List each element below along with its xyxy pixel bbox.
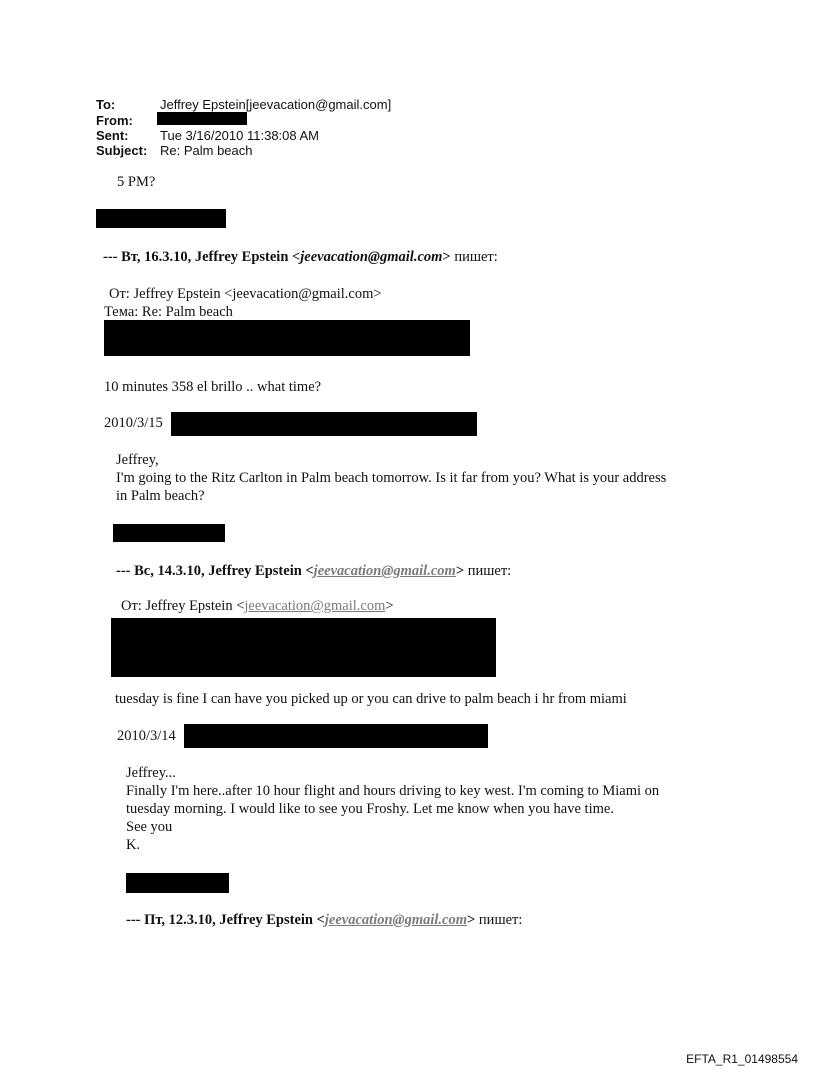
redaction-block-1 [104, 320, 470, 356]
from-line-1: От: Jeffrey Epstein <jeevacation@gmail.com> [109, 286, 382, 302]
date-2: 2010/3/14 [117, 728, 176, 744]
message-1: 10 minutes 358 el brillo .. what time? [104, 379, 322, 395]
quote-header-1-prefix: --- Вт, 16.3.10, Jeffrey Epstein [103, 249, 293, 265]
quote-header-1-email: jeevacation@gmail.com [300, 249, 443, 265]
quote-header-1-suffix: пишет: [450, 249, 498, 265]
quote-header-3-suffix: пишет: [475, 912, 523, 928]
redaction-signature-2 [113, 524, 225, 542]
quote-header-2-lt: < [305, 563, 314, 579]
document-id: EFTA_R1_01498554 [686, 1052, 798, 1066]
quote-header-3-lt: < [316, 912, 325, 928]
quote-header-2-suffix: пишет: [464, 563, 512, 579]
quote-header-2-email-link[interactable]: jeevacation@gmail.com [313, 563, 456, 579]
from-line-2-email-link[interactable]: jeevacation@gmail.com [244, 598, 386, 614]
to-value: Jeffrey Epstein[jeevacation@gmail.com] [160, 97, 392, 112]
from-line-2 [121, 598, 394, 615]
quote-header-3-gt: > [467, 912, 476, 928]
redaction-from [157, 112, 247, 125]
subject-line-1: Тема: Re: Palm beach [104, 304, 233, 320]
quote-header-3-email-link[interactable]: jeevacation@gmail.com [324, 912, 468, 928]
message-2-line-1: Jeffrey, [116, 452, 159, 468]
redaction-date-2 [184, 724, 488, 748]
sent-value: Tue 3/16/2010 11:38:08 AM [160, 128, 320, 143]
sent-label: Sent: [96, 128, 129, 143]
message-4-line-1: Jeffrey... [126, 765, 176, 781]
reply-text: 5 PM? [117, 174, 156, 190]
quote-header-1-gt: > [442, 249, 451, 265]
message-2-line-3: in Palm beach? [116, 488, 205, 504]
redaction-signature-1 [96, 209, 226, 228]
quote-header-3 [126, 912, 522, 929]
redaction-signature-3 [126, 873, 229, 893]
message-4-line-4: See you [126, 819, 173, 835]
quote-header-3-prefix: --- Пт, 12.3.10, Jeffrey Epstein [126, 912, 317, 928]
quote-header-1-lt: < [292, 249, 301, 265]
message-2-line-2: I'm going to the Ritz Carlton in Palm beach tomorrow. Is it far from you? What is your address [116, 470, 667, 486]
to-label: To: [96, 97, 116, 112]
from-label: From: [96, 113, 133, 128]
quote-header-1 [103, 249, 498, 266]
quote-header-2 [116, 563, 511, 580]
subject-label: Subject: [96, 143, 148, 158]
message-4-line-2: Finally I'm here..after 10 hour flight and hours driving to key west. I'm coming to Miami on [126, 783, 660, 799]
from-line-2-suffix: > [385, 598, 394, 614]
subject-value: Re: Palm beach [160, 143, 253, 158]
date-1: 2010/3/15 [104, 415, 163, 431]
quote-header-2-prefix: --- Вс, 14.3.10, Jeffrey Epstein [116, 563, 306, 579]
quote-header-2-gt: > [455, 563, 465, 579]
message-3: tuesday is fine I can have you picked up or you can drive to palm beach i hr from miami [115, 691, 627, 707]
message-4-line-3: tuesday morning. I would like to see you Froshy. Let me know when you have time. [126, 801, 614, 817]
redaction-date-1 [171, 412, 477, 436]
from-line-2-prefix: От: Jeffrey Epstein < [121, 598, 245, 614]
redaction-block-2 [111, 618, 496, 677]
message-4-line-5: K. [126, 837, 141, 853]
